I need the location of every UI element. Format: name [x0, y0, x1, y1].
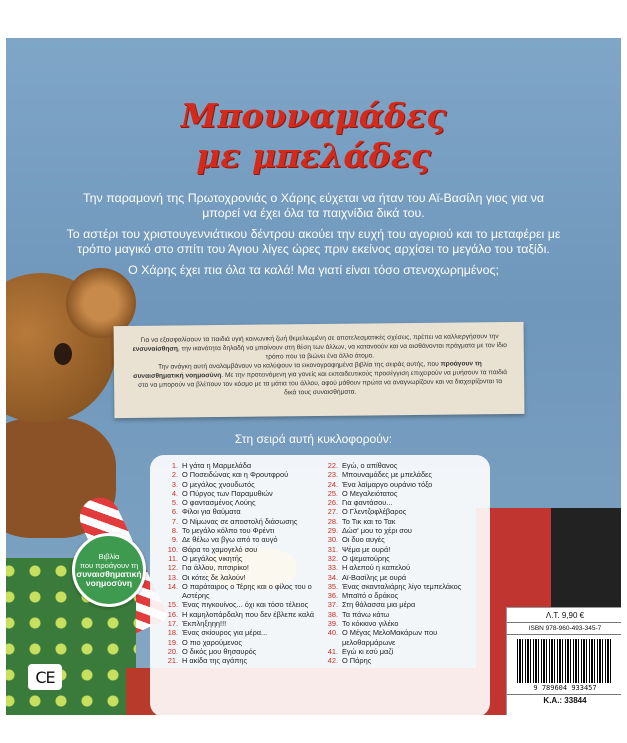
book-list-item — [164, 638, 329, 647]
book-number: 31. — [327, 544, 338, 554]
book-title: Για φαντάσου... — [342, 498, 393, 508]
book-list-item — [164, 573, 329, 582]
book-list-item — [164, 517, 329, 526]
book-title: Ο δικός μου θησαυρός — [182, 646, 257, 656]
book-list-item — [324, 600, 484, 609]
book-title: Αϊ-Βασίλης με ουρά — [342, 572, 407, 582]
book-list-item — [164, 507, 329, 516]
book-list-item — [324, 480, 484, 489]
blurb-paragraph-3: Ο Χάρης έχει πια όλα τα καλά! Μα γιατί είναι τόσο στενοχωρημένος; — [128, 263, 499, 277]
book-number: 26. — [327, 498, 338, 508]
blurb-paragraph-2: Το αστέρι του χριστουγεννιάτικου δέντρου ακούει την ευχή του αγοριού και το μεταφέρει με τρόπο μαγικό στο σπίτι του Άγιου λίγες ώρες πριν εκείνος αρχίσει το μεγάλο του ταξίδι. — [66, 227, 561, 256]
book-title: Μπουναμάδες με μπελάδες — [342, 470, 432, 480]
book-list-item — [324, 526, 484, 535]
book-title: Δε θέλω να βγω από το αυγό — [182, 535, 278, 545]
book-number: 29. — [327, 526, 338, 536]
book-number: 9. — [171, 535, 178, 545]
note-paragraph-2 — [132, 359, 508, 399]
book-list-item — [164, 619, 329, 628]
book-title: Το Τικ και το Τακ — [342, 516, 396, 526]
book-list-panel — [150, 455, 490, 715]
book-number: 12. — [167, 563, 178, 573]
book-list-item — [164, 545, 329, 554]
book-number: 32. — [327, 553, 338, 563]
book-list-item — [164, 470, 329, 479]
blurb-paragraph-1: Την παραμονή της Πρωτοχρονιάς ο Χάρης εύχεται να ήταν του Αϊ-Βασίλη γιος για να μπορεί να έχει όλα τα παιχνίδια δικά του. — [83, 191, 544, 220]
price-barcode-box — [506, 607, 621, 715]
book-number: 14. — [167, 581, 178, 591]
book-title: Για άλλου, πιτσιρίκο! — [182, 563, 249, 573]
book-title-line-1: Μπουναμάδες — [180, 96, 447, 135]
book-title: Θάρα το χαμογελό σου — [182, 544, 258, 554]
book-list-item — [164, 461, 329, 470]
book-title: Ο πιο χαρούμενος — [182, 637, 242, 647]
book-number: 25. — [327, 488, 338, 498]
book-title: Ο μεγάλος νικητής — [182, 553, 243, 563]
book-title: Έκπληξηηη!!! — [182, 619, 227, 629]
book-number: 22. — [327, 461, 338, 470]
series-heading: Στη σειρά αυτή κυκλοφορούν: — [234, 432, 393, 446]
book-number: 33. — [327, 563, 338, 573]
book-list-item — [324, 619, 484, 628]
book-number: 17. — [167, 619, 178, 629]
note-p1-text-b: , την ικανότητα δηλαδή να μπαίνουν στη θέση των άλλων, να κατανοούν και να αισθάνονται πράγματα με τον ίδιο τρόπο που τα βιώνει ένα άλλο άτομο. — [177, 342, 507, 361]
book-list-item — [324, 517, 484, 526]
book-number: 38. — [327, 609, 338, 619]
book-number: 8. — [171, 526, 178, 536]
book-list-item — [164, 600, 329, 609]
book-list-item — [164, 656, 329, 665]
book-title: Ένας σκίουρος για μέρα... — [182, 628, 268, 638]
book-number: 37. — [327, 600, 338, 610]
book-list-item — [324, 610, 484, 619]
book-number: 39. — [327, 619, 338, 629]
book-number: 3. — [171, 479, 178, 489]
book-title: Ένας πιγκουίνος... όχι και τόσο τέλειος — [182, 600, 309, 610]
price-label: Λ.Τ. 9,90 € — [507, 611, 621, 623]
book-list-item — [164, 489, 329, 498]
book-title-line-2: με μπελάδες — [196, 136, 431, 175]
note-paragraph-1 — [132, 332, 508, 363]
book-list-item — [324, 535, 484, 544]
book-number: 4. — [171, 488, 178, 498]
book-title: Εγώ, ο απίθανος — [342, 461, 398, 470]
book-title: Ο Γλεντζοφλέβαρος — [342, 507, 407, 517]
book-list-item — [164, 554, 329, 563]
series-note-paper — [114, 322, 525, 418]
book-list-column-2 — [324, 461, 484, 666]
ka-code: Κ.Α.: 33844 — [507, 694, 621, 705]
book-title: Η αλεπού η καπελού — [342, 563, 411, 573]
teddy-bear-eye-illustration — [54, 343, 72, 365]
book-title: Ένα λαίμαργο ουράνιο τόξο — [342, 479, 433, 489]
book-list-item — [324, 591, 484, 600]
book-number: 7. — [171, 516, 178, 526]
book-number: 2. — [171, 470, 178, 480]
book-title: Ένας σκανταλιάρης λίγο τεμπελάκος — [342, 581, 462, 591]
note-p2-text-b: . Με την προτεινόμενη για γονείς και εκπαιδευτικούς προσέγγιση επιχειρούν να μυήσουν τα παιδιά στο να μπορούν να βλέπουν τον κόσμο με τα μάτια του άλλου, αφού μάθουν πρώτα να αναγνωρίζουν και να διαχειρίζονται τα δικά τους συναισθήματα. — [138, 369, 508, 397]
book-title: Ο Μεγαλειότατος — [342, 488, 398, 498]
book-list-item — [324, 563, 484, 572]
book-number: 42. — [327, 656, 338, 666]
note-p2-text-a: Την ανάγκη αυτή αναλαμβάνουν να καλύψουν τα εικονογραφημένα βιβλία της σειράς αυτής, που — [158, 360, 441, 371]
badge-line-2: που προάγουν τη — [79, 561, 139, 570]
book-number: 23. — [327, 470, 338, 480]
book-list-item — [164, 498, 329, 507]
note-p2-bold: προάγουν τη συναισθηματική νοημοσύνη — [133, 360, 482, 380]
book-number: 36. — [327, 591, 338, 601]
book-number: 19. — [167, 637, 178, 647]
book-list-item — [324, 461, 484, 470]
book-number: 30. — [327, 535, 338, 545]
book-title: Οι κότες δε λαλούν! — [182, 572, 246, 582]
book-number: 18. — [167, 628, 178, 638]
book-list-item — [324, 489, 484, 498]
book-number: 35. — [327, 581, 338, 591]
book-title: Ο μεγάλος χνουδωτός — [182, 479, 255, 489]
book-title: Στη θάλασσα μια μέρα — [342, 600, 416, 610]
book-title: Η ακίδα της αγάπης — [182, 656, 248, 666]
note-p1-bold: ενσυναίσθηση — [132, 345, 178, 353]
book-title: Τα πάνω κάτω — [342, 609, 390, 619]
book-list-item — [324, 498, 484, 507]
book-number: 16. — [167, 609, 178, 619]
isbn-label: ISBN 978-960-493-345-7 — [507, 625, 621, 635]
book-number: 5. — [171, 498, 178, 508]
book-title: Το μεγάλο κόλπο του Φρέντι — [182, 526, 275, 536]
badge-line-3: συναισθηματική — [76, 569, 142, 579]
badge-line-4: νοημοσύνη — [85, 578, 133, 588]
book-title: Η καμηλοπάρδαλη που δεν έβλεπε καλά — [182, 609, 315, 619]
book-number: 24. — [327, 479, 338, 489]
book-number: 10. — [167, 544, 178, 554]
book-title: Οι δυο αυγές — [342, 535, 385, 545]
book-list-item — [324, 656, 484, 665]
book-title: Μπαϊτό ο δράκος — [342, 591, 399, 601]
book-list-item — [164, 582, 329, 601]
book-title: Ο Νίμωνας σε αποστολή διάσωσης — [182, 516, 298, 526]
book-title: Ο Πύργος των Παραμυθιών — [182, 488, 273, 498]
book-list-item — [324, 470, 484, 479]
book-number: 11. — [168, 553, 178, 563]
book-title: Ψέμα με ουρά! — [342, 544, 391, 554]
series-badge — [72, 533, 146, 607]
book-title: Ο Πάρης — [342, 656, 372, 666]
book-list-item — [324, 573, 484, 582]
book-title: Η γάτα η Μαρμελάδα — [182, 461, 252, 470]
blurb — [66, 191, 561, 284]
book-number: 21. — [167, 656, 178, 666]
book-number: 27. — [327, 507, 338, 517]
book-list-item — [324, 582, 484, 591]
book-list-item — [324, 507, 484, 516]
book-list-item — [324, 628, 484, 647]
book-title: Ο φαντασμένος Λούης — [182, 498, 256, 508]
book-list-item — [164, 563, 329, 572]
book-title: Το κόκκινο γιλέκο — [342, 619, 399, 629]
barcode-icon — [517, 639, 613, 683]
book-title: Φίλοι για θαύματα — [182, 507, 241, 517]
book-number: 41. — [327, 646, 338, 656]
book-list-item — [164, 535, 329, 544]
ce-mark: CE — [28, 664, 62, 690]
book-number: 28. — [327, 516, 338, 526]
book-list-item — [324, 545, 484, 554]
series-note-text — [132, 332, 509, 399]
book-number: 13. — [167, 572, 178, 582]
book-number: 6. — [171, 507, 178, 517]
badge-line-1: Βιβλία — [98, 552, 120, 561]
book-title: Ο ψεματούρης — [342, 553, 390, 563]
book-number: 1. — [171, 461, 178, 470]
note-p1-text-a: Για να εξασφαλίσουν τα παιδιά υγιή κοινωνική ζωή θεμελιωμένη σε αποτελεσματικές σχέσεις, πρέπει να καλλιεργήσουν την — [140, 333, 499, 344]
book-title: Ο Ποσειδώνας και η Φρουτφρού — [182, 470, 289, 480]
book-number: 34. — [327, 572, 338, 582]
book-list-column-1 — [164, 461, 329, 666]
back-cover — [6, 38, 621, 715]
ean-number: 9 789604 933457 — [533, 684, 597, 692]
book-number: 15. — [167, 600, 178, 610]
book-list-item — [324, 554, 484, 563]
book-number: 40. — [327, 628, 338, 638]
book-list-item — [324, 647, 484, 656]
book-list-item — [164, 647, 329, 656]
book-list-item — [164, 480, 329, 489]
book-list-item — [164, 526, 329, 535]
book-title: Ο Μέγας ΜελοΜακάρων που μελοθαρμάρωνε — [342, 628, 438, 647]
book-list-item — [164, 628, 329, 637]
book-title: Εγώ κι εσύ μαζί — [342, 646, 394, 656]
book-title: Δώσ' μου το χέρι σου — [342, 526, 412, 536]
book-list-item — [164, 610, 329, 619]
book-number: 20. — [167, 646, 178, 656]
book-title: Ο παράταιρος ο Τέρης και ο φίλος του ο Αστέρης — [182, 581, 312, 601]
